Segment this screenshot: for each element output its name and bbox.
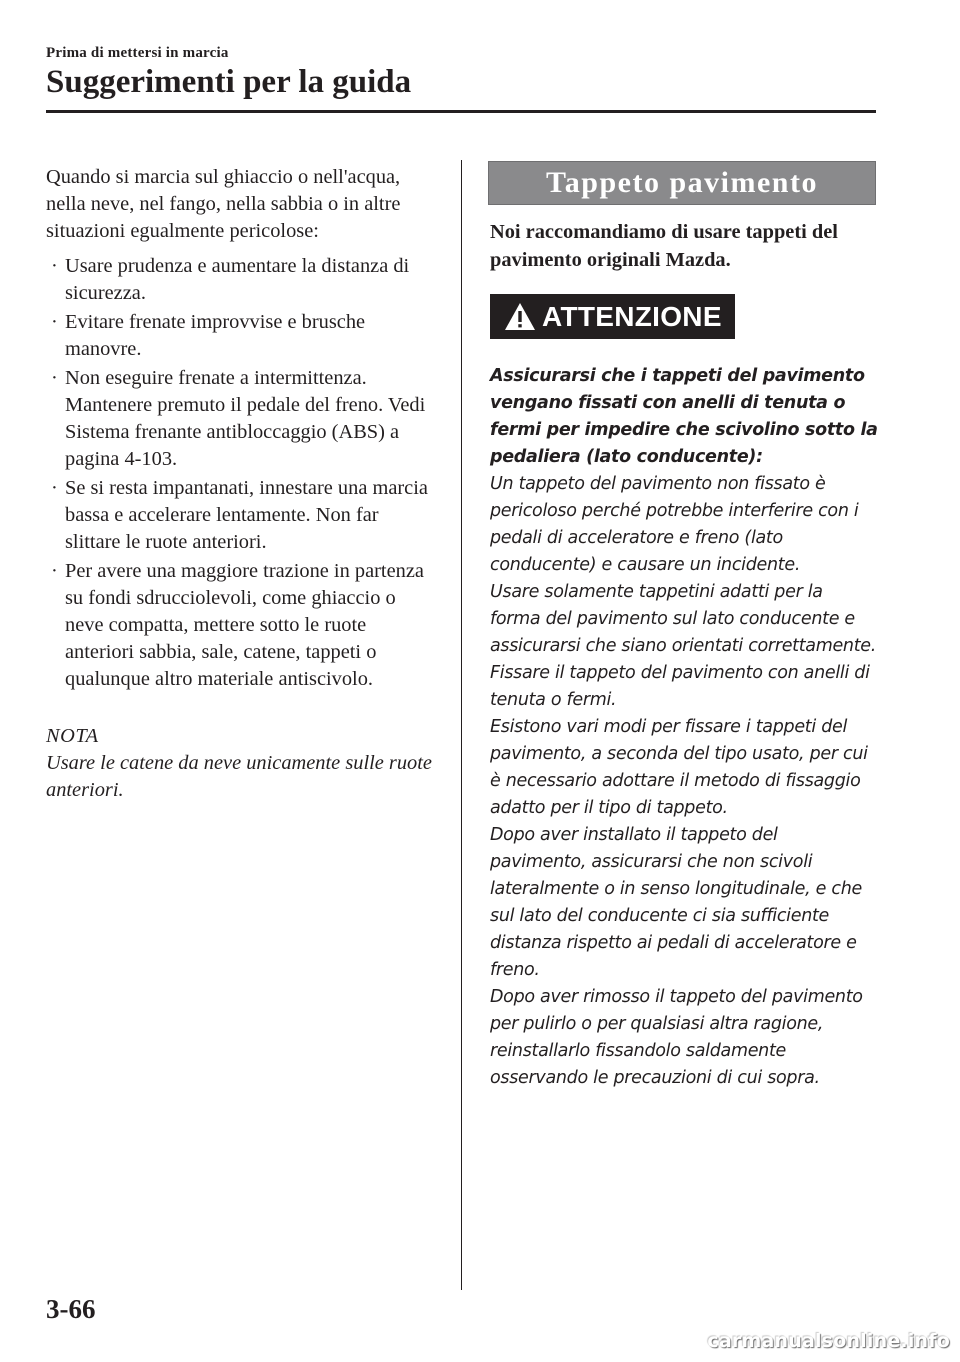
list-item-text: Non eseguire frenate a intermittenza. Mantenere premuto il pedale del freno. Vedi Sistema frenante antibloccaggio (ABS) a pagina 4-103. [65,367,426,470]
warning-body [490,363,878,1092]
floor-mat-intro: Noi raccomandiamo di usare tappeti del pavimento originali Mazda. [490,221,838,271]
warning-paragraph: Dopo aver installato il tappeto del pavimento, assicurarsi che non scivoli lateralmente o in senso longitudinale, e che sul lato del conducente ci sia sufficiente distanza rispetto ai pedali di acceleratore e freno. [490,825,862,980]
column-divider [461,160,462,1290]
list-item [46,558,436,693]
bullet-icon: · [51,311,58,333]
list-item-text: Se si resta impantanati, innestare una marcia bassa e accelerare lentamente. Non far slittare le ruote anteriori. [65,477,428,553]
page-number: 3-66 [46,1294,96,1324]
bullet-icon: · [51,560,58,582]
list-item [46,253,436,307]
warning-paragraph: Usare solamente tappetini adatti per la forma del pavimento sul lato conducente e assicurarsi che siano orientati correttamente. [490,582,877,656]
left-column [46,164,436,804]
warning-label: ATTENZIONE [542,300,722,332]
warning-paragraph: Dopo aver rimosso il tappeto del pavimento per pulirlo o per qualsiasi altra ragione, reinstallarlo fissandolo saldamente osservando le precauzioni di cui sopra. [490,987,863,1088]
chapter-title: Suggerimenti per la guida [46,64,412,100]
note-text: Usare le catene da neve unicamente sulle ruote anteriori. [46,752,432,801]
note-title: NOTA [46,725,99,747]
section-label: Prima di mettersi in marcia [46,45,229,61]
precaution-list [46,253,436,693]
warning-badge [490,294,735,339]
list-item [46,475,436,556]
list-item [46,309,436,363]
bullet-icon: · [51,255,58,277]
section-banner: Tappeto pavimento [488,161,876,205]
bullet-icon: · [51,477,58,499]
left-intro: Quando si marcia sul ghiaccio o nell'acqua, nella neve, nel fango, nella sabbia o in altre situazioni egualmente pericolose: [46,166,401,242]
list-item [46,365,436,473]
list-item-text: Per avere una maggiore trazione in partenza su fondi sdrucciolevoli, come ghiaccio o neve compatta, mettere sotto le ruote anteriori sabbia, sale, catene, tappeti o qualunque altro materiale antiscivolo. [65,560,424,690]
bullet-icon: · [51,367,58,389]
header-rule [46,110,876,113]
right-column [490,161,878,1092]
warning-paragraph: Un tappeto del pavimento non fissato è pericoloso perché potrebbe interferire con i pedali di acceleratore e freno (lato conducente) e causare un incidente. [490,474,859,575]
warning-triangle-icon [504,302,536,331]
list-item-text: Usare prudenza e aumentare la distanza di sicurezza. [65,255,410,304]
warning-heading: Assicurarsi che i tappeti del pavimento vengano fissati con anelli di tenuta o fermi per impedire che scivolino sotto la pedaliera (lato conducente): [490,366,878,467]
warning-paragraph: Esistono vari modi per fissare i tappeti del pavimento, a seconda del tipo usato, per cui è necessario adottare il metodo di fissaggio adatto per il tipo di tappeto. [490,717,868,818]
list-item-text: Evitare frenate improvvise e brusche manovre. [65,311,366,360]
watermark: carmanualsonline.info [707,1330,950,1352]
warning-paragraph: Fissare il tappeto del pavimento con anelli di tenuta o fermi. [490,663,870,710]
